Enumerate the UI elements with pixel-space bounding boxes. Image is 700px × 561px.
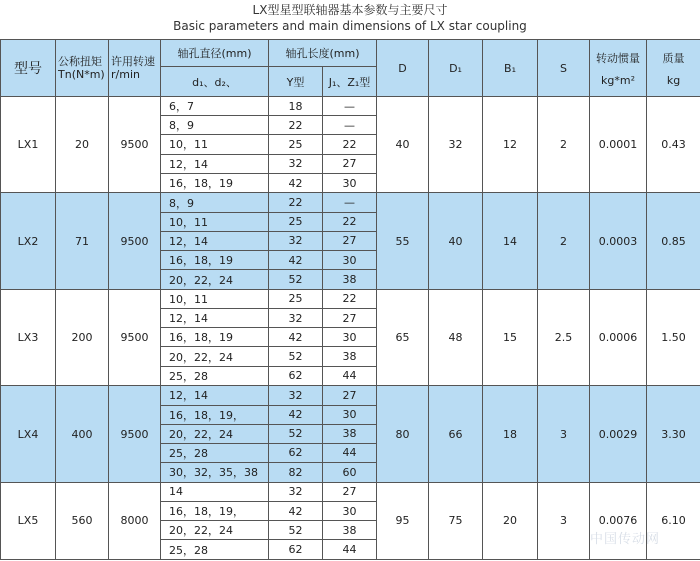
cell-bore: 8，9 xyxy=(161,193,269,212)
cell-bore: 30，32，35，38 xyxy=(161,463,269,483)
cell-bore: 8，9 xyxy=(161,116,269,135)
cell-torque: 400 xyxy=(56,386,109,482)
cell-length-jz: 38 xyxy=(323,270,377,290)
cell-bore: 25，28 xyxy=(161,540,269,560)
cell-bore: 10，11 xyxy=(161,212,269,231)
cell-length-y: 42 xyxy=(269,251,323,270)
table-row xyxy=(1,193,700,212)
cell-inertia: 0.0029 xyxy=(590,386,647,482)
cell-length-y: 52 xyxy=(269,347,323,366)
cell-length-y: 42 xyxy=(269,328,323,347)
cell-mass: 3.30 xyxy=(647,386,700,482)
model-group xyxy=(1,289,700,385)
cell-length-jz: 60 xyxy=(323,463,377,483)
cell-bore: 12，14 xyxy=(161,309,269,328)
cell-length-jz: 27 xyxy=(323,482,377,501)
cell-s: 3 xyxy=(538,482,590,559)
header-bore-sub: d₁、d₂、 xyxy=(161,67,269,97)
cell-length-y: 62 xyxy=(269,540,323,560)
cell-mass: 0.43 xyxy=(647,97,700,193)
cell-s: 2 xyxy=(538,97,590,193)
cell-length-jz: 27 xyxy=(323,231,377,250)
header-bore: 轴孔直径(mm) xyxy=(161,40,269,67)
cell-length-y: 25 xyxy=(269,289,323,308)
spec-table xyxy=(0,39,700,560)
table-row xyxy=(1,482,700,501)
cell-s: 2.5 xyxy=(538,289,590,385)
header-mass-label: 质量 xyxy=(662,51,685,65)
cell-length-jz: 27 xyxy=(323,386,377,405)
header-length: 轴孔长度(mm) xyxy=(269,40,377,67)
cell-bore: 20，22，24 xyxy=(161,424,269,443)
cell-bore: 12，14 xyxy=(161,231,269,250)
header-speed-unit: r/min xyxy=(111,68,140,81)
cell-torque: 560 xyxy=(56,482,109,559)
model-group xyxy=(1,482,700,559)
cell-inertia: 0.0003 xyxy=(590,193,647,289)
cell-d1: 48 xyxy=(429,289,483,385)
header-D: D xyxy=(377,40,429,97)
cell-length-jz: 38 xyxy=(323,424,377,443)
cell-length-y: 42 xyxy=(269,405,323,424)
cell-bore: 10，11 xyxy=(161,289,269,308)
header-S: S xyxy=(538,40,590,97)
cell-model: LX3 xyxy=(1,289,56,385)
cell-length-y: 22 xyxy=(269,193,323,212)
table-row xyxy=(1,289,700,308)
header-speed xyxy=(109,40,161,97)
cell-length-y: 32 xyxy=(269,309,323,328)
cell-length-y: 22 xyxy=(269,116,323,135)
cell-inertia: 0.0006 xyxy=(590,289,647,385)
cell-speed: 9500 xyxy=(109,97,161,193)
cell-model: LX1 xyxy=(1,97,56,193)
cell-length-y: 52 xyxy=(269,270,323,290)
cell-length-y: 62 xyxy=(269,366,323,386)
header-inertia-label: 转动惯量 xyxy=(596,51,641,65)
cell-bore: 12，14 xyxy=(161,154,269,173)
cell-length-jz: 30 xyxy=(323,173,377,193)
cell-length-jz: 38 xyxy=(323,347,377,366)
cell-inertia: 0.0001 xyxy=(590,97,647,193)
cell-bore: 6，7 xyxy=(161,97,269,116)
cell-torque: 200 xyxy=(56,289,109,385)
cell-length-y: 25 xyxy=(269,135,323,154)
header-torque xyxy=(56,40,109,97)
header-length-jz: J₁、Z₁型 xyxy=(323,67,377,97)
cell-d: 80 xyxy=(377,386,429,482)
cell-bore: 25，28 xyxy=(161,366,269,386)
header-B1: B₁ xyxy=(483,40,538,97)
model-group xyxy=(1,193,700,289)
cell-length-y: 82 xyxy=(269,463,323,483)
cell-b1: 20 xyxy=(483,482,538,559)
cell-speed: 9500 xyxy=(109,193,161,289)
cell-b1: 18 xyxy=(483,386,538,482)
cell-bore: 16，18，19 xyxy=(161,173,269,193)
cell-bore: 16，18，19 xyxy=(161,328,269,347)
cell-length-y: 32 xyxy=(269,482,323,501)
cell-length-jz: — xyxy=(323,97,377,116)
cell-length-y: 52 xyxy=(269,521,323,540)
cell-length-jz: 30 xyxy=(323,251,377,270)
model-group xyxy=(1,97,700,193)
cell-mass: 1.50 xyxy=(647,289,700,385)
cell-length-y: 32 xyxy=(269,386,323,405)
table-row xyxy=(1,97,700,116)
cell-model: LX4 xyxy=(1,386,56,482)
cell-model: LX2 xyxy=(1,193,56,289)
cell-bore: 14 xyxy=(161,482,269,501)
cell-s: 3 xyxy=(538,386,590,482)
cell-mass: 6.10 xyxy=(647,482,700,559)
cell-bore: 25，28 xyxy=(161,443,269,462)
header-mass xyxy=(647,40,700,97)
cell-length-y: 42 xyxy=(269,501,323,520)
cell-length-jz: 44 xyxy=(323,540,377,560)
cell-d1: 66 xyxy=(429,386,483,482)
cell-length-y: 62 xyxy=(269,443,323,462)
cell-length-jz: 44 xyxy=(323,443,377,462)
cell-length-jz: — xyxy=(323,193,377,212)
cell-speed: 9500 xyxy=(109,386,161,482)
cell-length-y: 32 xyxy=(269,231,323,250)
header-torque-unit: Tn(N*m) xyxy=(58,68,105,81)
cell-bore: 12，14 xyxy=(161,386,269,405)
cell-d: 55 xyxy=(377,193,429,289)
header-length-y: Y型 xyxy=(269,67,323,97)
header-mass-unit: kg xyxy=(666,73,681,87)
cell-length-jz: 30 xyxy=(323,405,377,424)
header-torque-label: 公称扭矩 xyxy=(58,55,102,68)
cell-d: 40 xyxy=(377,97,429,193)
cell-length-jz: 30 xyxy=(323,501,377,520)
model-group xyxy=(1,386,700,482)
cell-d: 65 xyxy=(377,289,429,385)
cell-b1: 12 xyxy=(483,97,538,193)
cell-torque: 20 xyxy=(56,97,109,193)
header-model: 型号 xyxy=(1,40,56,97)
cell-bore: 20，22，24 xyxy=(161,347,269,366)
cell-mass: 0.85 xyxy=(647,193,700,289)
header-inertia-unit: kg*m² xyxy=(601,73,635,87)
cell-inertia: 0.0076 xyxy=(590,482,647,559)
cell-speed: 9500 xyxy=(109,289,161,385)
cell-bore: 20，22，24 xyxy=(161,521,269,540)
cell-s: 2 xyxy=(538,193,590,289)
cell-bore: 16，18，19， xyxy=(161,501,269,520)
cell-d1: 75 xyxy=(429,482,483,559)
cell-length-y: 52 xyxy=(269,424,323,443)
cell-bore: 16，18，19 xyxy=(161,251,269,270)
watermark: 中国传动网 xyxy=(589,532,660,547)
cell-bore: 16，18，19， xyxy=(161,405,269,424)
header-speed-label: 许用转速 xyxy=(111,55,155,68)
cell-length-jz: 22 xyxy=(323,289,377,308)
cell-b1: 14 xyxy=(483,193,538,289)
cell-d: 95 xyxy=(377,482,429,559)
cell-length-jz: 38 xyxy=(323,521,377,540)
page-subtitle: Basic parameters and main dimensions of LX star coupling xyxy=(173,19,527,33)
table-row xyxy=(1,386,700,405)
cell-length-y: 32 xyxy=(269,154,323,173)
header-D1: D₁ xyxy=(429,40,483,97)
cell-d1: 32 xyxy=(429,97,483,193)
cell-model: LX5 xyxy=(1,482,56,559)
cell-length-y: 25 xyxy=(269,212,323,231)
cell-length-jz: 30 xyxy=(323,328,377,347)
cell-length-y: 18 xyxy=(269,97,323,116)
cell-length-jz: 44 xyxy=(323,366,377,386)
cell-length-jz: — xyxy=(323,116,377,135)
cell-speed: 8000 xyxy=(109,482,161,559)
cell-d1: 40 xyxy=(429,193,483,289)
cell-length-jz: 22 xyxy=(323,135,377,154)
cell-length-jz: 27 xyxy=(323,154,377,173)
cell-length-jz: 22 xyxy=(323,212,377,231)
header-inertia xyxy=(590,40,647,97)
cell-length-jz: 27 xyxy=(323,309,377,328)
cell-bore: 10，11 xyxy=(161,135,269,154)
cell-bore: 20，22，24 xyxy=(161,270,269,290)
cell-torque: 71 xyxy=(56,193,109,289)
cell-length-y: 42 xyxy=(269,173,323,193)
cell-b1: 15 xyxy=(483,289,538,385)
page-title: LX型星型联轴器基本参数与主要尺寸 xyxy=(252,3,448,17)
